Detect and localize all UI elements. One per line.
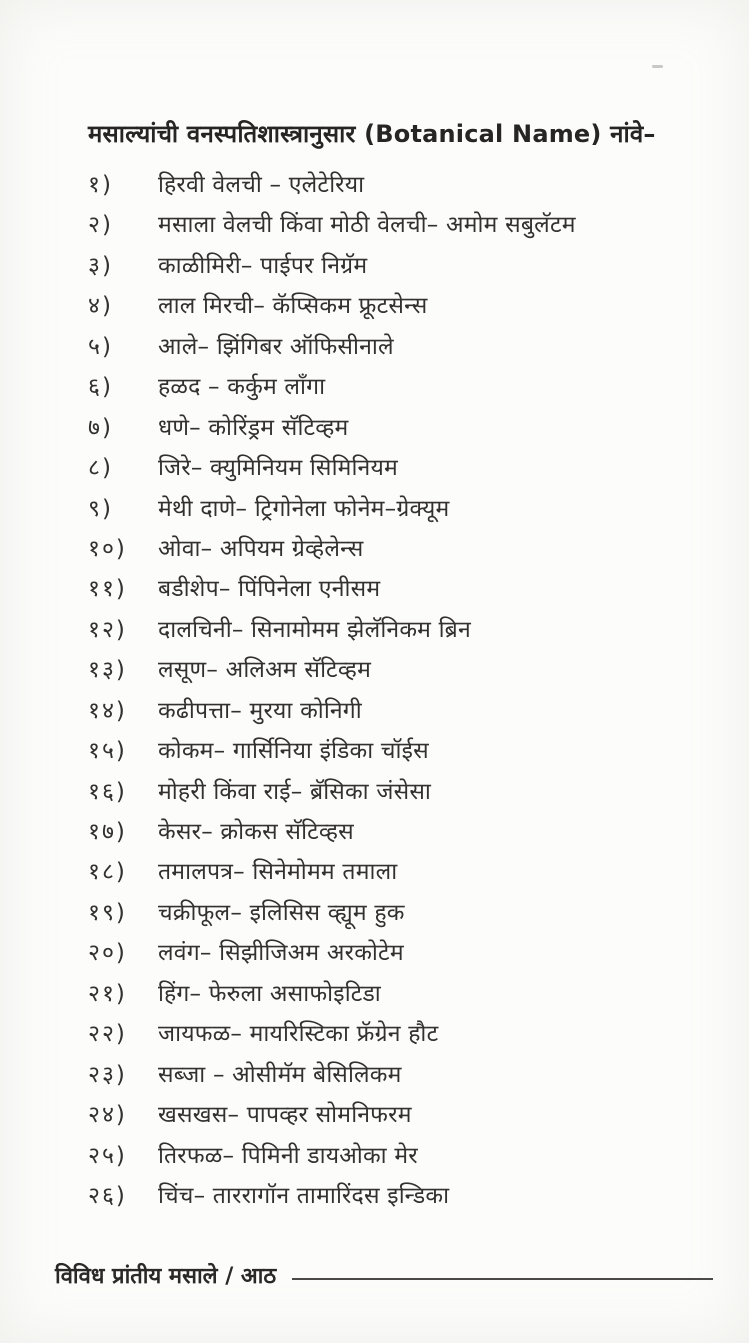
list-item-number: १७) [88,819,127,845]
list-item-number: १०) [88,535,127,562]
list-item-number: १९) [88,899,127,926]
list-item-text: चक्रीफूल– इलिसिस व्ह्यूम हुक [158,899,405,926]
list-item-number: ७) [88,414,113,441]
list-item-number: १६) [88,778,127,805]
list-item [88,1181,725,1221]
list-item-number: १२) [88,616,127,643]
list-item-text: मोहरी किंवा राई– ब्रॅसिका जंसेसा [158,778,432,805]
list-item-number: ९) [88,495,113,522]
list-item-number: १४) [88,697,127,724]
list-item-text: कोकम– गार्सिनिया इंडिका चॉईस [158,738,429,765]
list-item [88,1060,725,1100]
list-item-number: ३) [88,252,113,279]
list-item-text: मेथी दाणे– ट्रिगोनेला फोनेम–ग्रेक्यूम [158,495,450,522]
list-item [88,170,725,210]
list-item-number: २६) [88,1182,127,1209]
list-item-text: तमालपत्र– सिनेमोमम तमाला [158,859,398,886]
list-item [88,1100,725,1140]
list-item [88,655,725,695]
list-item-number: १३) [88,657,127,684]
list-item-text: काळीमिरी– पाईपर निग्रॅम [158,252,368,279]
list-item-text: हिंग– फेरुला असाफोइटिडा [158,980,381,1007]
list-item [88,696,725,736]
list-item-number: २०) [88,940,127,967]
list-item-text: खसखस– पापव्हर सोमनिफरम [158,1102,412,1129]
spice-botanical-name-list [88,170,725,1221]
list-item [88,979,725,1019]
footer-rule [292,1278,713,1281]
list-item-number: १८) [88,859,127,886]
list-item [88,615,725,655]
list-item-text: लवंग– सिझीजिअम अरकोटेम [158,940,404,967]
list-item-number: १५) [88,738,127,765]
list-item-text: केसर– क्रोकस सॅटिव्हस [158,819,354,845]
list-item-text: मसाला वेलची किंवा मोठी वेलची– अमोम सबुलॅटम [158,212,576,239]
scan-speck [652,65,663,68]
list-item-text: लाल मिरची– कॅप्सिकम फ्रूटसेन्स [158,293,428,320]
list-item-number: ८) [88,455,113,482]
list-item [88,251,725,291]
list-item-number: २४) [88,1102,127,1129]
list-item-number: ६) [88,374,113,401]
list-item [88,453,725,493]
list-item-text: सब्जा – ओसीमॅम बेसिलिकम [158,1061,402,1088]
list-item-text: चिंच– ताररागॉन तामारिंदस इन्डिका [158,1182,450,1209]
list-item-number: २५) [88,1142,127,1169]
page-footer [55,1260,713,1294]
list-item [88,817,725,857]
list-item [88,494,725,534]
list-item [88,210,725,250]
list-item [88,857,725,897]
list-item-text: आले– झिंगिबर ऑफिसीनाले [158,333,394,360]
list-item-text: ओवा– अपियम ग्रेव्हेलेन्स [158,535,364,562]
list-item-text: जिरे– क्युमिनियम सिमिनियम [158,455,398,482]
list-item-text: हिरवी वेलची – एलेटेरिया [158,172,365,198]
list-item [88,332,725,372]
list-item [88,898,725,938]
list-item-number: २२) [88,1021,127,1048]
list-item-number: ५) [88,333,113,360]
list-item-text: धणे– कोरिंड्रम सॅटिव्हम [158,414,349,441]
list-item [88,1141,725,1181]
list-item [88,1019,725,1059]
list-item-number: २१) [88,980,127,1007]
list-item [88,736,725,776]
list-item [88,413,725,453]
list-item [88,534,725,574]
list-item [88,938,725,978]
list-item-number: २) [88,212,113,239]
footer-title-and-page-number: विविध प्रांतीय मसाले / आठ [55,1264,277,1289]
list-item-number: ११) [88,576,127,603]
list-item [88,372,725,412]
list-item-text: बडीशेप– पिंपिनेला एनीसम [158,576,381,603]
list-item-text: जायफळ– मायरिस्टिका फ्रॅग्रेन हौट [158,1021,439,1048]
list-item-number: ४) [88,293,113,320]
list-item [88,777,725,817]
list-item-text: हळद – कर्कुम लाँगा [158,374,326,401]
list-item [88,574,725,614]
list-item-number: १) [88,172,113,198]
list-item-number: २३) [88,1061,127,1088]
list-item-text: दालचिनी– सिनामोमम झेलॅनिकम ब्रिन [158,616,471,643]
list-item-text: तिरफळ– पिमिनी डायओका मेर [158,1142,418,1169]
list-item-text: कढीपत्ता– मुरया कोनिगी [158,697,362,724]
page-title: मसाल्यांची वनस्पतिशास्त्रानुसार (Botanical Name) नांवे– [88,120,656,149]
list-item-text: लसूण– अलिअम सॅटिव्हम [158,657,372,684]
list-item [88,291,725,331]
